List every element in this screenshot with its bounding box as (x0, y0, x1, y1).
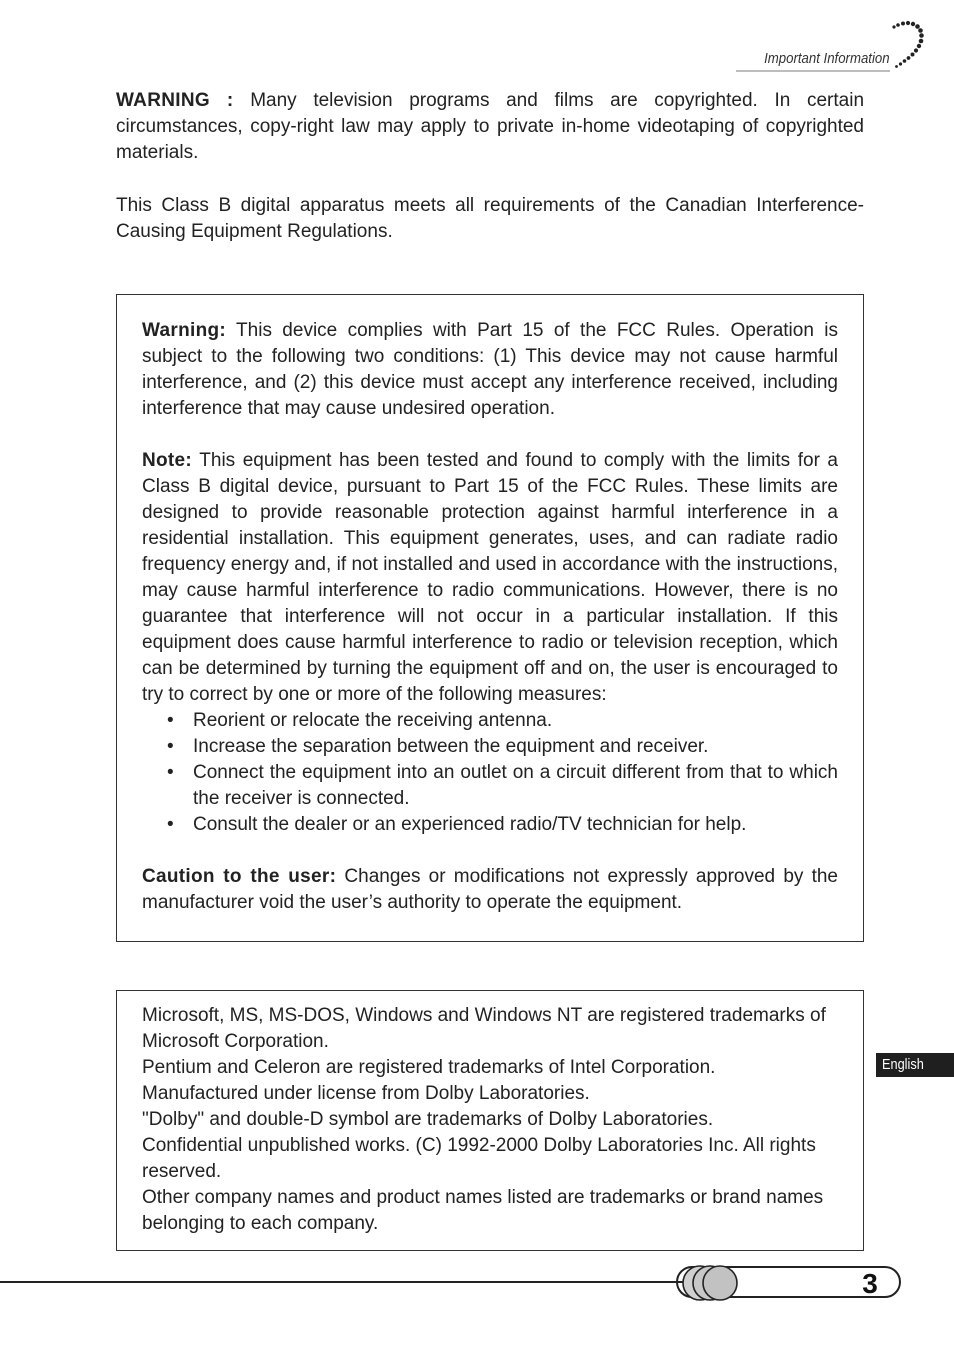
list-item: • Increase the separation between the equipment and receiver. (142, 734, 838, 760)
fcc-note-label: Note: (142, 450, 193, 471)
bullet-icon: • (167, 814, 174, 835)
list-item: • Consult the dealer or an experienced radio/TV technician for help. (142, 812, 838, 838)
trademark-line: Other company names and product names listed are trademarks or brand names belonging to each company. (142, 1187, 824, 1234)
language-tab (876, 1053, 954, 1077)
trademark-line: Microsoft, MS, MS-DOS, Windows and Windows NT are registered trademarks of Microsoft Corporation. (142, 1005, 826, 1052)
dotted-arc-icon (892, 18, 926, 72)
trademark-line: Pentium and Celeron are registered trademarks of Intel Corporation. (142, 1057, 716, 1078)
fcc-notice-box (116, 294, 864, 942)
header-rule (736, 70, 890, 72)
fcc-warning-text: This device complies with Part 15 of the FCC Rules. Operation is subject to the following two conditions: (1) This device may not cause harmful interference, and (2) this device must accept any interference received, including interference that may cause undesired operation. (142, 320, 838, 419)
trademark-line: Manufactured under license from Dolby Laboratories. (142, 1083, 590, 1104)
list-item: • Reorient or relocate the receiving antenna. (142, 708, 838, 734)
caution-text: Changes or modifications not expressly approved by the manufacturer void the user’s authority to operate the equipment. (142, 866, 838, 913)
fcc-note-text: This equipment has been tested and found to comply with the limits for a Class B digital device, pursuant to Part 15 of the FCC Rules. These limits are designed to provide reasonable protection against harmful interference in a residential installation. This equipment generates, uses, and can radiate radio frequency energy and, if not installed and used in accordance with the instructions, may cause harmful interference to radio communications. However, there is no guarantee that interference will not occur in a particular installation. If this equipment does cause harmful interference to radio or television reception, which can be determined by turning the equipment off and on, the user is encouraged to try to correct by one or more of the following measures: (142, 450, 838, 705)
measures-list (142, 708, 838, 838)
overlapping-circles-icon (674, 1264, 744, 1302)
fcc-warning (142, 318, 838, 422)
bullet-icon: • (167, 762, 174, 783)
bullet-icon: • (167, 736, 174, 757)
copyright-warning (116, 88, 864, 166)
fcc-warning-label: Warning: (142, 320, 227, 341)
list-item: • Connect the equipment into an outlet on a circuit different from that to which the receiver is connected. (167, 762, 838, 809)
trademark-line: Confidential unpublished works. (C) 1992-2000 Dolby Laboratories Inc. All rights reserved. (142, 1135, 816, 1182)
page-number: 3 (862, 1268, 878, 1299)
caution-to-user (142, 864, 838, 916)
canada-notice: This Class B digital apparatus meets all requirements of the Canadian Interference-Causing Equipment Regulations. (116, 195, 864, 242)
trademark-line: "Dolby" and double-D symbol are trademarks of Dolby Laboratories. (142, 1109, 714, 1130)
caution-label: Caution to the user: (142, 866, 337, 887)
trademarks-box (116, 990, 864, 1251)
language-tab-label: English (882, 1056, 924, 1073)
copyright-warning-text: Many television programs and films are copyrighted. In certain circumstances, copy-right law may apply to private in-home videotaping of copyrighted materials. (116, 90, 865, 163)
footer-rule (0, 1281, 690, 1283)
fcc-note (142, 448, 838, 708)
copyright-warning-label: WARNING : (116, 90, 234, 111)
section-header: Important Information (764, 50, 890, 67)
bullet-icon: • (167, 710, 174, 731)
